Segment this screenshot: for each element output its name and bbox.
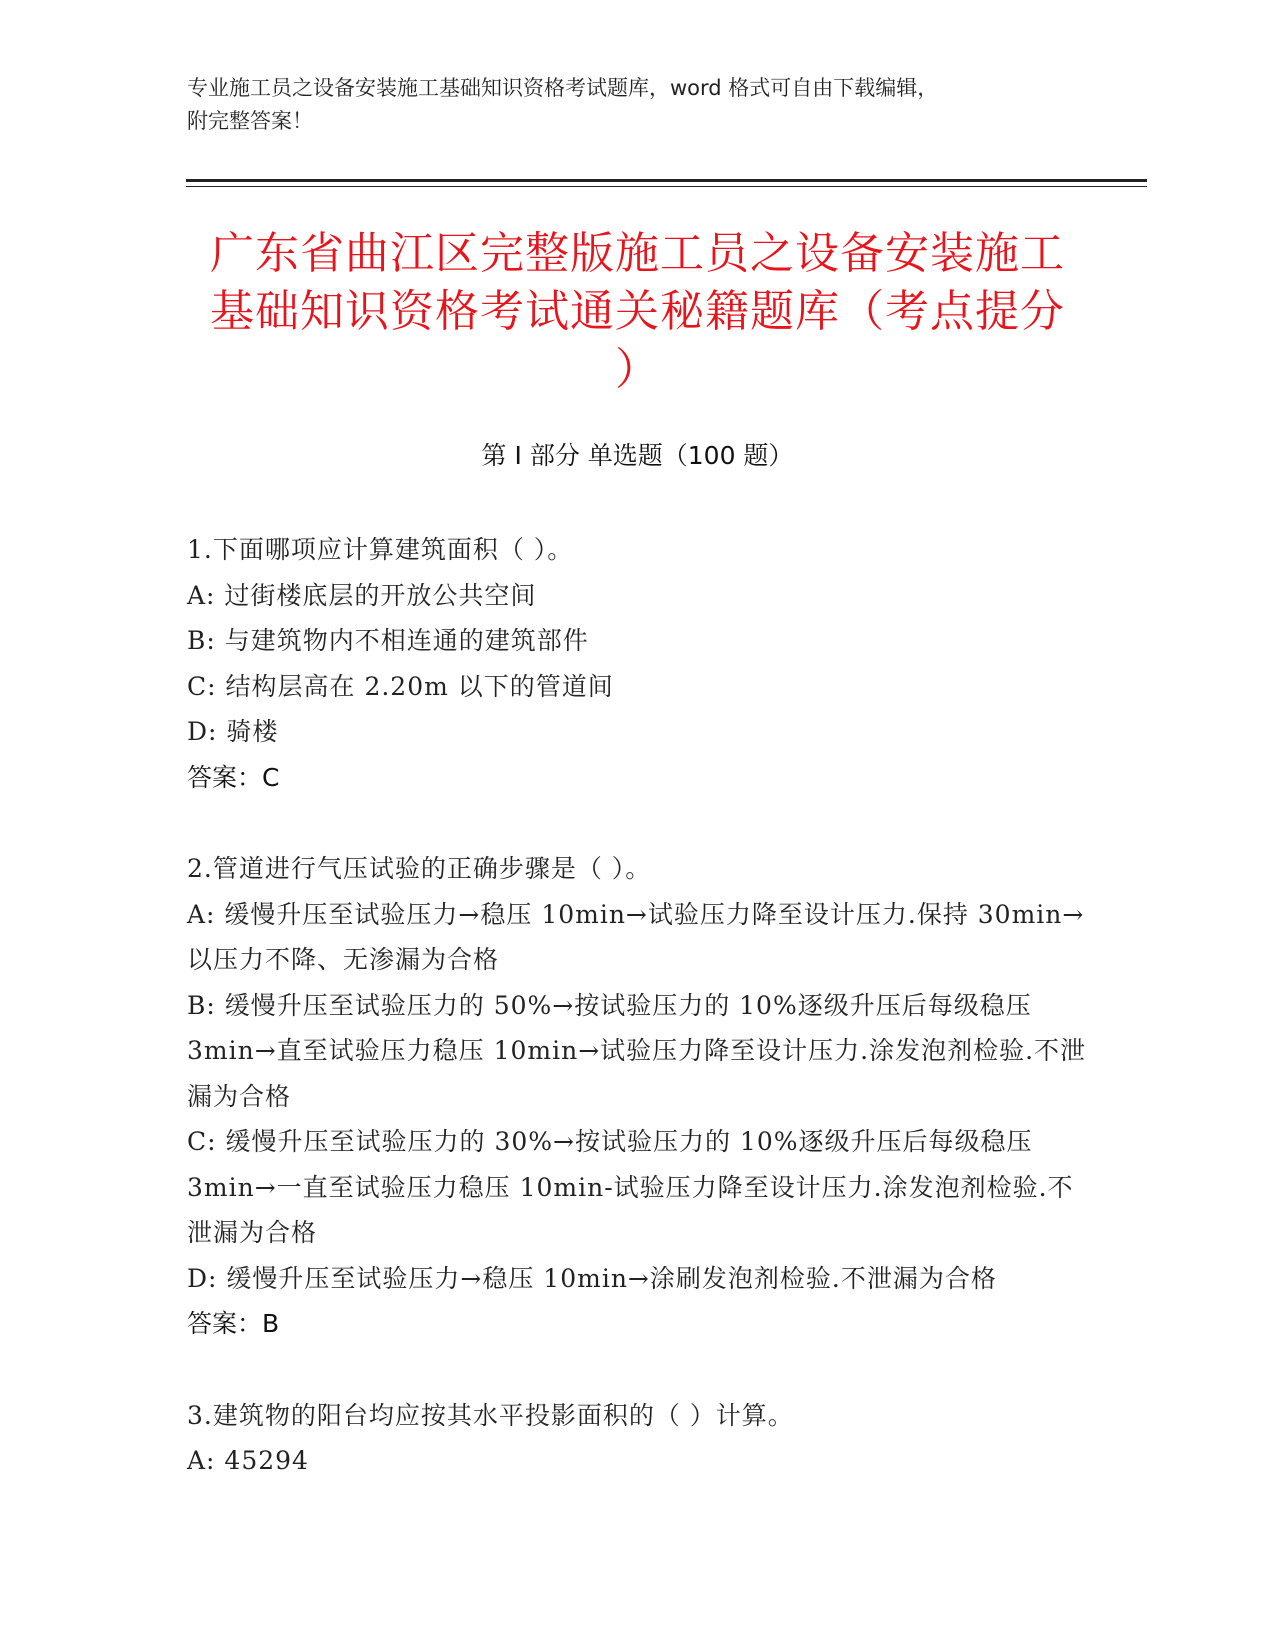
answer-line: 答案：B — [187, 1309, 280, 1338]
question-list — [187, 527, 1087, 1530]
option-b: B: 缓慢升压至试验压力的 50%→按试验压力的 10%逐级升压后每级稳压 3min→直至试验压力稳压 10min→试验压力降至设计压力.涂发泡剂检验.不泄漏为合格 — [187, 990, 1087, 1111]
section-title: 第 I 部分 单选题（100 题） — [481, 441, 794, 470]
question-stem: 1.下面哪项应计算建筑面积（ ）。 — [187, 535, 574, 564]
option-c: C: 结构层高在 2.20m 以下的管道间 — [187, 671, 614, 701]
option-a: A: 45294 — [187, 1446, 309, 1475]
option-c: C: 缓慢升压至试验压力的 30%→按试验压力的 10%逐级升压后每级稳压 3min→一直至试验压力稳压 10min-试验压力降至设计压力.涂发泡剂检验.不泄漏为合格 — [187, 1127, 1074, 1247]
header-note — [187, 72, 1087, 138]
option-a: A: 过街楼底层的开放公共空间 — [187, 580, 537, 610]
title-line: 广东省曲江区完整版施工员之设备安装施工 — [210, 228, 1065, 279]
question-stem: 2.管道进行气压试验的正确步骤是（ ）。 — [187, 854, 652, 883]
title-line: ） — [615, 344, 660, 395]
option-a: A: 缓慢升压至试验压力→稳压 10min→试验压力降至设计压力.保持 30min→以压力不降、无渗漏为合格 — [187, 899, 1085, 974]
header-rule-thick — [186, 179, 1147, 182]
question-item — [187, 1393, 1087, 1484]
question-item — [187, 846, 1087, 1347]
header-note-line: 专业施工员之设备安装施工基础知识资格考试题库，word 格式可自由下载编辑， — [187, 76, 939, 100]
document-title — [190, 225, 1085, 399]
header-note-line: 附完整答案！ — [187, 109, 313, 133]
option-d: D: 缓慢升压至试验压力→稳压 10min→涂刷发泡剂检验.不泄漏为合格 — [187, 1263, 997, 1293]
option-d: D: 骑楼 — [187, 717, 279, 746]
title-line: 基础知识资格考试通关秘籍题库（考点提分 — [210, 286, 1065, 337]
header-rule-thin — [186, 186, 1147, 187]
question-stem: 3.建筑物的阳台均应按其水平投影面积的（ ）计算。 — [187, 1400, 794, 1430]
option-b: B: 与建筑物内不相连通的建筑部件 — [187, 626, 589, 655]
question-item — [187, 527, 1087, 800]
answer-line: 答案：C — [187, 762, 280, 792]
